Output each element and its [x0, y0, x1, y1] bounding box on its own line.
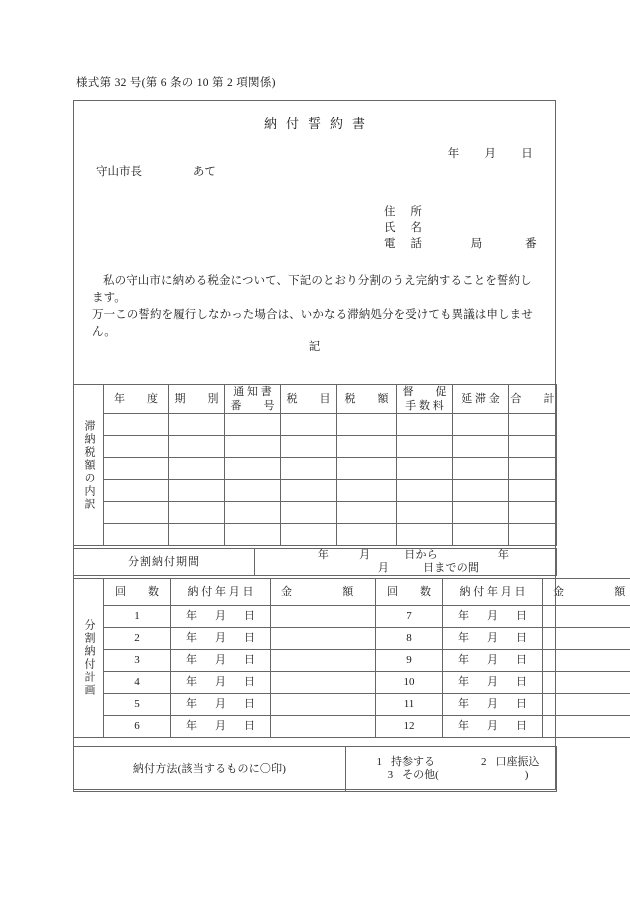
breakdown-col-nendo: 年 度 [104, 385, 169, 414]
breakdown-cell-tsuchisho[interactable] [225, 524, 281, 546]
plan-date-day: 日 [244, 698, 255, 710]
plan-date-year: 年 [458, 654, 469, 666]
applicant-phone-label: 電 話 [384, 238, 428, 250]
method-option-3-close-paren: ) [524, 769, 529, 781]
method-option-1-number: 1 [376, 756, 382, 768]
breakdown-col-entaikin: 延 滞 金 [453, 385, 509, 414]
plan-amount-right[interactable] [543, 672, 630, 694]
plan-date-year: 年 [186, 632, 197, 644]
plan-date-right[interactable] [443, 606, 543, 628]
breakdown-cell-kibetsu[interactable] [169, 524, 225, 546]
table-row [74, 650, 630, 672]
breakdown-cell-goukei[interactable] [509, 458, 557, 480]
breakdown-cell-tokusoku[interactable] [397, 524, 453, 546]
plan-date-year: 年 [458, 698, 469, 710]
breakdown-cell-nendo[interactable] [104, 480, 169, 502]
date-month-label: 月 [484, 148, 497, 160]
method-row-wrap [73, 746, 556, 792]
plan-date-month: 月 [487, 676, 498, 688]
breakdown-cell-zeimoku[interactable] [281, 414, 337, 436]
plan-side-label: 分割納付計画 [74, 579, 104, 738]
method-options [346, 747, 557, 792]
plan-date-day: 日 [516, 654, 527, 666]
plan-installment-number-left: 2 [104, 628, 171, 650]
period-value[interactable] [255, 549, 557, 576]
applicant-address-row [384, 204, 537, 220]
plan-date-month: 月 [215, 698, 226, 710]
form-frame [73, 100, 626, 790]
breakdown-cell-zeimoku[interactable] [281, 480, 337, 502]
breakdown-table [73, 384, 557, 546]
pledge-line-1: 私の守山市に納める税金について、下記のとおり分割のうえ完納することを誓約します。 [92, 275, 532, 304]
plan-installment-number-right: 11 [376, 694, 443, 716]
plan-date-left[interactable] [171, 716, 271, 738]
plan-installment-number-left: 3 [104, 650, 171, 672]
method-label: 納付方法(該当するものに〇印) [74, 747, 346, 792]
table-row [74, 672, 630, 694]
period-from-month: 月 [359, 549, 371, 561]
plan-date-day: 日 [244, 720, 255, 732]
table-row [74, 458, 557, 480]
plan-date-year: 年 [186, 676, 197, 688]
applicant-block [384, 204, 537, 252]
breakdown-header-row [74, 385, 557, 414]
plan-col-kin-left: 金 [281, 585, 343, 598]
method-options-line2 [360, 769, 556, 782]
period-to-year: 年 [497, 549, 510, 561]
plan-date-right[interactable] [443, 672, 543, 694]
table-row [74, 628, 630, 650]
plan-col-gaku-left: 額 [342, 585, 354, 598]
document-title: 納付誓約書 [263, 116, 374, 131]
plan-date-day: 日 [244, 654, 255, 666]
breakdown-cell-zeimoku[interactable] [281, 436, 337, 458]
breakdown-cell-nendo[interactable] [104, 502, 169, 524]
breakdown-cell-zeigaku[interactable] [337, 458, 397, 480]
breakdown-cell-goukei[interactable] [509, 524, 557, 546]
plan-installment-number-left: 1 [104, 606, 171, 628]
plan-amount-left[interactable] [271, 672, 376, 694]
plan-date-month: 月 [487, 698, 498, 710]
pledge-body [92, 273, 540, 341]
plan-amount-right[interactable] [543, 606, 630, 628]
table-row [74, 694, 630, 716]
method-option-1-label[interactable]: 持参する [391, 756, 435, 768]
plan-date-year: 年 [458, 610, 469, 622]
breakdown-cell-nendo[interactable] [104, 414, 169, 436]
breakdown-cell-nendo[interactable] [104, 524, 169, 546]
breakdown-cell-zeigaku[interactable] [337, 414, 397, 436]
breakdown-cell-entaikin[interactable] [453, 480, 509, 502]
breakdown-cell-goukei[interactable] [509, 414, 557, 436]
plan-date-year: 年 [186, 698, 197, 710]
plan-date-day: 日 [516, 676, 527, 688]
plan-date-month: 月 [215, 720, 226, 732]
plan-installment-number-right: 9 [376, 650, 443, 672]
breakdown-cell-tsuchisho[interactable] [225, 480, 281, 502]
plan-date-month: 月 [487, 720, 498, 732]
breakdown-cell-zeigaku[interactable] [337, 480, 397, 502]
plan-date-right[interactable] [443, 628, 543, 650]
plan-date-left[interactable] [171, 672, 271, 694]
breakdown-cell-tokusoku[interactable] [397, 458, 453, 480]
breakdown-table-wrap [73, 384, 556, 546]
plan-col-kaisu-left: 回 数 [104, 579, 171, 606]
method-option-2-number: 2 [481, 756, 487, 768]
plan-amount-right[interactable] [543, 716, 630, 738]
breakdown-cell-zeimoku[interactable] [281, 524, 337, 546]
plan-date-left[interactable] [171, 694, 271, 716]
table-row [74, 414, 557, 436]
plan-installment-number-right: 7 [376, 606, 443, 628]
breakdown-cell-nendo[interactable] [104, 458, 169, 480]
period-from-year: 年 [317, 549, 330, 561]
ki-mark: 記 [308, 341, 321, 353]
breakdown-cell-entaikin[interactable] [453, 502, 509, 524]
plan-date-month: 月 [215, 676, 226, 688]
plan-date-right[interactable] [443, 716, 543, 738]
plan-date-left[interactable] [171, 606, 271, 628]
breakdown-cell-zeigaku[interactable] [337, 524, 397, 546]
breakdown-col-zeigaku: 税 額 [337, 385, 397, 414]
plan-amount-right[interactable] [543, 650, 630, 672]
plan-col-amount-left [271, 579, 376, 606]
breakdown-cell-tsuchisho[interactable] [225, 458, 281, 480]
plan-col-kaisu-right: 回 数 [376, 579, 443, 606]
plan-col-ymd-left: 納 付 年 月 日 [171, 579, 271, 606]
plan-date-day: 日 [244, 610, 255, 622]
plan-date-month: 月 [487, 632, 498, 644]
breakdown-cell-entaikin[interactable] [453, 458, 509, 480]
addressee-suffix: あて [192, 166, 216, 178]
breakdown-cell-tsuchisho[interactable] [225, 502, 281, 524]
plan-amount-left[interactable] [271, 650, 376, 672]
breakdown-cell-zeigaku[interactable] [337, 502, 397, 524]
plan-date-day: 日 [244, 632, 255, 644]
period-label: 分割納付期間 [74, 549, 255, 576]
plan-date-day: 日 [244, 676, 255, 688]
table-row [74, 480, 557, 502]
breakdown-cell-entaikin[interactable] [453, 436, 509, 458]
breakdown-cell-goukei[interactable] [509, 480, 557, 502]
plan-amount-left[interactable] [271, 606, 376, 628]
plan-amount-right[interactable] [543, 628, 630, 650]
plan-amount-left[interactable] [271, 628, 376, 650]
plan-date-day: 日 [516, 698, 527, 710]
method-options-line1 [360, 756, 556, 769]
breakdown-col-kibetsu: 期 別 [169, 385, 225, 414]
breakdown-cell-tokusoku[interactable] [397, 414, 453, 436]
breakdown-cell-kibetsu[interactable] [169, 414, 225, 436]
breakdown-col-tokusoku-line1: 督 促 [402, 386, 447, 398]
form-code: 様式第 32 号(第 6 条の 10 第 2 項関係) [76, 77, 276, 89]
date-day-label: 日 [521, 148, 533, 160]
plan-amount-left[interactable] [271, 694, 376, 716]
breakdown-col-tokusoku-line2: 手 数 料 [405, 400, 444, 412]
plan-col-gaku-right: 額 [614, 585, 626, 598]
period-row-wrap [73, 548, 556, 576]
plan-col-ymd-right: 納 付 年 月 日 [443, 579, 543, 606]
method-table [73, 746, 557, 792]
breakdown-cell-entaikin[interactable] [453, 414, 509, 436]
breakdown-cell-zeimoku[interactable] [281, 458, 337, 480]
breakdown-col-zeimoku: 税 目 [281, 385, 337, 414]
plan-amount-left[interactable] [271, 716, 376, 738]
plan-date-year: 年 [458, 676, 469, 688]
plan-installment-number-right: 10 [376, 672, 443, 694]
plan-date-month: 月 [215, 632, 226, 644]
breakdown-cell-goukei[interactable] [509, 436, 557, 458]
plan-date-year: 年 [186, 610, 197, 622]
plan-header-row [74, 579, 630, 606]
breakdown-cell-kibetsu[interactable] [169, 480, 225, 502]
table-row [74, 716, 630, 738]
applicant-name-label: 氏 名 [384, 222, 428, 234]
plan-date-year: 年 [458, 632, 469, 644]
plan-date-left[interactable] [171, 628, 271, 650]
date-line [448, 145, 533, 161]
breakdown-cell-tokusoku[interactable] [397, 480, 453, 502]
plan-date-month: 月 [487, 654, 498, 666]
plan-date-left[interactable] [171, 650, 271, 672]
period-row [74, 549, 557, 576]
plan-date-day: 日 [516, 632, 527, 644]
breakdown-col-tokusoku [397, 385, 453, 414]
breakdown-cell-zeigaku[interactable] [337, 436, 397, 458]
breakdown-col-tsuchisho-line2: 番 号 [230, 400, 275, 412]
breakdown-cell-zeimoku[interactable] [281, 502, 337, 524]
pledge-line-2: 万一この誓約を履行しなかった場合は、いかなる滞納処分を受けても異議は申しません。 [92, 309, 533, 338]
plan-table [73, 578, 630, 738]
breakdown-col-tsuchisho-line1: 通 知 書 [233, 386, 272, 398]
breakdown-cell-kibetsu[interactable] [169, 458, 225, 480]
plan-date-day: 日 [516, 720, 527, 732]
plan-date-month: 月 [487, 610, 498, 622]
plan-installment-number-right: 8 [376, 628, 443, 650]
breakdown-cell-tokusoku[interactable] [397, 502, 453, 524]
plan-installment-number-left: 4 [104, 672, 171, 694]
breakdown-cell-entaikin[interactable] [453, 524, 509, 546]
method-option-3-label[interactable]: その他( [402, 769, 439, 781]
applicant-phone-row [384, 236, 537, 252]
plan-date-year: 年 [458, 720, 469, 732]
plan-date-year: 年 [186, 654, 197, 666]
method-option-3-number: 3 [387, 769, 394, 781]
period-table [73, 548, 557, 576]
breakdown-cell-tsuchisho[interactable] [225, 436, 281, 458]
plan-date-month: 月 [215, 654, 226, 666]
applicant-name-row [384, 220, 537, 236]
breakdown-cell-kibetsu[interactable] [169, 436, 225, 458]
breakdown-col-tsuchisho [225, 385, 281, 414]
plan-installment-number-left: 5 [104, 694, 171, 716]
table-row [74, 436, 557, 458]
table-row [74, 502, 557, 524]
plan-col-kin-right: 金 [553, 585, 615, 598]
plan-date-year: 年 [186, 720, 197, 732]
method-row [74, 747, 557, 792]
plan-date-day: 日 [516, 610, 527, 622]
plan-col-amount-right [543, 579, 630, 606]
plan-date-right[interactable] [443, 650, 543, 672]
table-row [74, 606, 630, 628]
applicant-address-label: 住 所 [384, 206, 428, 218]
breakdown-col-goukei: 合 計 [509, 385, 557, 414]
plan-date-right[interactable] [443, 694, 543, 716]
breakdown-cell-kibetsu[interactable] [169, 502, 225, 524]
method-option-2-label[interactable]: 口座振込 [495, 756, 540, 768]
addressee [96, 163, 216, 179]
period-to-day: 日までの間 [423, 562, 480, 574]
period-from-day: 日から [404, 549, 438, 561]
breakdown-side-label: 滞納税額の内訳 [74, 385, 104, 546]
plan-date-month: 月 [215, 610, 226, 622]
breakdown-cell-tokusoku[interactable] [397, 436, 453, 458]
plan-amount-right[interactable] [543, 694, 630, 716]
plan-installment-number-right: 12 [376, 716, 443, 738]
addressee-name: 守山市長 [96, 166, 142, 178]
breakdown-cell-tsuchisho[interactable] [225, 414, 281, 436]
phone-kyoku-label: 局 [470, 238, 483, 250]
period-to-month: 月 [377, 562, 390, 574]
breakdown-cell-nendo[interactable] [104, 436, 169, 458]
table-row [74, 524, 557, 546]
plan-installment-number-left: 6 [104, 716, 171, 738]
plan-table-wrap [73, 578, 626, 738]
date-year-label: 年 [447, 148, 460, 160]
phone-ban-label: 番 [525, 238, 537, 250]
breakdown-cell-goukei[interactable] [509, 502, 557, 524]
